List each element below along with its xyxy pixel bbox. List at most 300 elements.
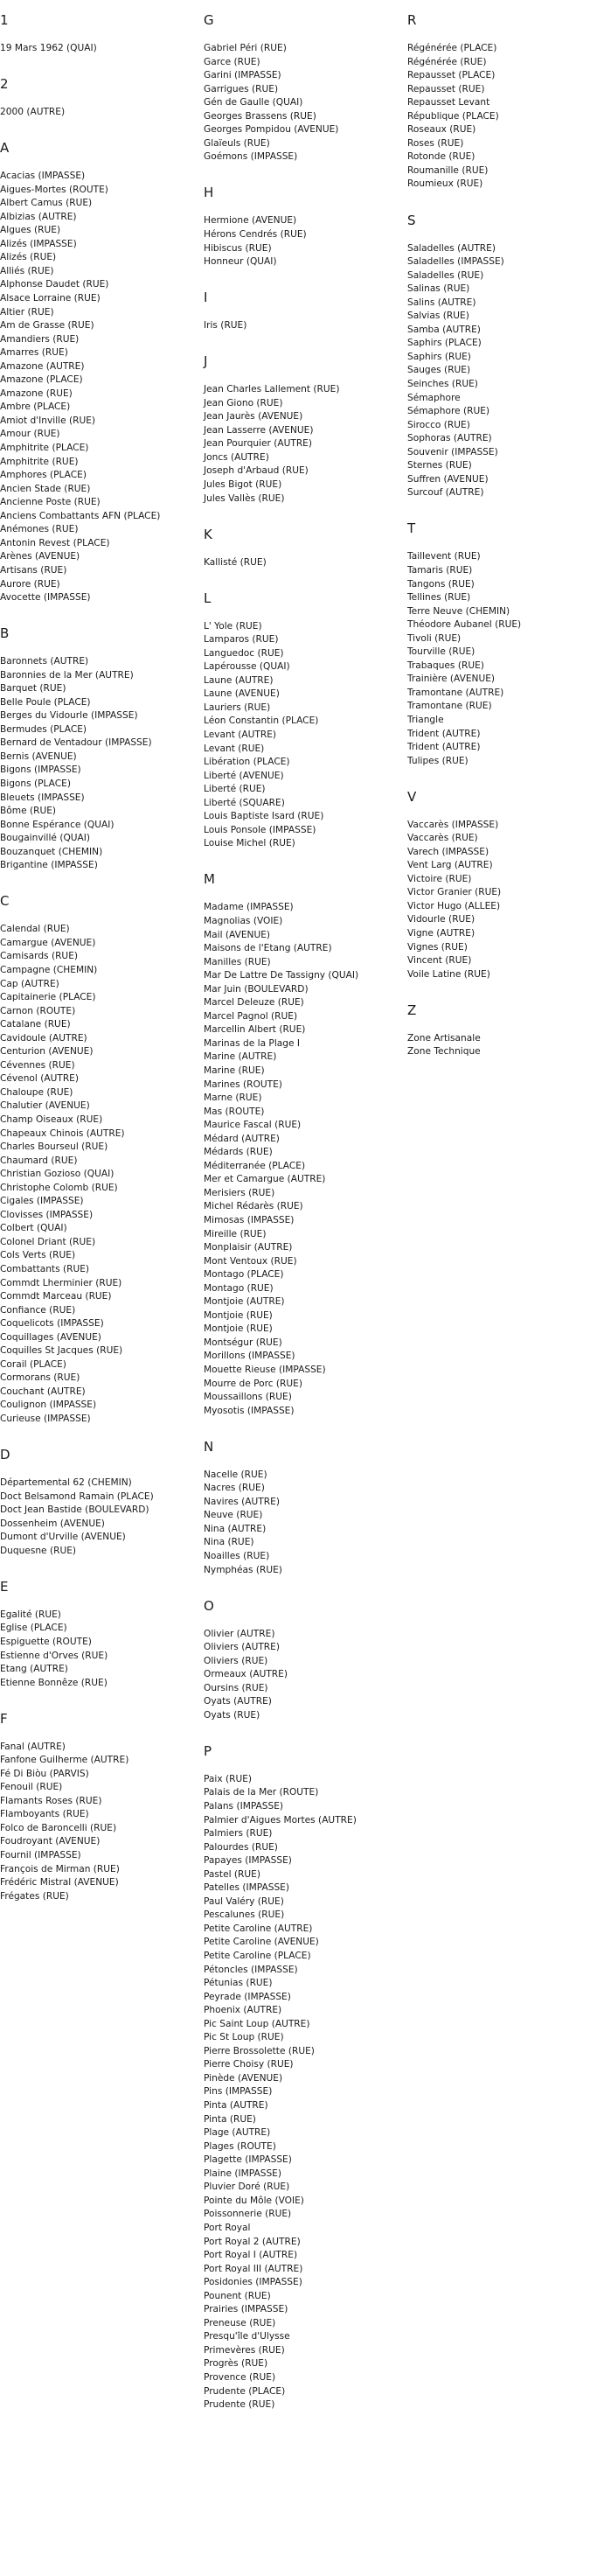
index-section xyxy=(204,1440,400,1577)
street-item: Progrès (RUE) xyxy=(204,2358,268,2370)
street-item: Patelles (IMPASSE) xyxy=(204,1882,289,1894)
street-item: Roumanille (RUE) xyxy=(407,164,489,176)
street-list xyxy=(204,214,400,269)
street-item: Coulignon (IMPASSE) xyxy=(0,1400,97,1411)
index-section xyxy=(407,790,587,982)
street-item: Cormorans (RUE) xyxy=(0,1372,80,1384)
street-item: Plagette (IMPASSE) xyxy=(204,2154,292,2166)
street-item: Léon Constantin (PLACE) xyxy=(204,716,319,727)
street-item: Madame (IMPASSE) xyxy=(204,902,294,913)
street-item: République (PLACE) xyxy=(407,110,499,122)
street-item: Camargue (AVENUE) xyxy=(0,937,96,948)
street-item: Taillevent (RUE) xyxy=(407,551,481,562)
street-item: Paix (RUE) xyxy=(204,1773,253,1784)
index-section xyxy=(204,872,400,1418)
street-item: Charles Bourseul (RUE) xyxy=(0,1141,108,1153)
street-item: Liberté (RUE) xyxy=(204,784,266,795)
street-item: Gabriel Péri (RUE) xyxy=(204,43,287,53)
street-item: Jean Giono (RUE) xyxy=(204,397,283,408)
street-item: Cap (AUTRE) xyxy=(0,978,59,989)
street-item: Amarres (RUE) xyxy=(0,347,68,359)
street-item: Pétunias (RUE) xyxy=(204,1978,273,1989)
street-item: Jean Pourquier (AUTRE) xyxy=(204,438,313,450)
street-item: Pointe du Môle (VOIE) xyxy=(204,2195,304,2206)
street-list xyxy=(407,1032,587,1059)
street-item: Papayes (IMPASSE) xyxy=(204,1855,292,1867)
street-item: Levant (RUE) xyxy=(204,743,265,754)
street-item: Libération (PLACE) xyxy=(204,757,290,768)
street-item: Centurion (AVENUE) xyxy=(0,1046,94,1058)
street-item: Jean Jaurès (AVENUE) xyxy=(204,411,303,422)
street-item: Maisons de l'Etang (AUTRE) xyxy=(204,943,332,954)
street-item: Louise Michel (RUE) xyxy=(204,838,295,849)
street-item: Marine (AUTRE) xyxy=(204,1051,277,1063)
street-item: Gén de Gaulle (QUAI) xyxy=(204,97,303,108)
section-letter-heading: L xyxy=(204,590,212,606)
street-item: Arènes (AVENUE) xyxy=(0,551,80,562)
street-item: Roses (RUE) xyxy=(407,137,464,149)
street-item: Monplaisir (AUTRE) xyxy=(204,1242,293,1253)
street-item: Tramontane (RUE) xyxy=(407,701,492,712)
street-item: Trainière (AVENUE) xyxy=(407,674,496,685)
street-item: Doct Belsamond Ramain (PLACE) xyxy=(0,1490,154,1502)
street-item: Rotonde (RUE) xyxy=(407,151,475,163)
street-item: Dumont d'Urville (AVENUE) xyxy=(0,1532,126,1543)
street-item: Mimosas (IMPASSE) xyxy=(204,1215,295,1225)
street-item: Joseph d'Arbaud (RUE) xyxy=(204,465,309,477)
street-item: Maurice Fascal (RUE) xyxy=(204,1120,302,1131)
street-item: Tramontane (AUTRE) xyxy=(407,687,504,698)
street-item: Goémons (IMPASSE) xyxy=(204,151,298,163)
street-item: Egalité (RUE) xyxy=(0,1609,61,1620)
street-item: Campagne (CHEMIN) xyxy=(0,964,98,975)
street-list xyxy=(407,819,587,982)
index-section xyxy=(0,626,197,873)
street-item: 2000 (AUTRE) xyxy=(0,107,66,118)
street-item: Neuve (RUE) xyxy=(204,1510,263,1521)
street-item: Surcouf (AUTRE) xyxy=(407,487,484,499)
index-section xyxy=(204,354,400,506)
street-item: Joncs (AUTRE) xyxy=(204,451,269,463)
street-item: Port Royal III (AUTRE) xyxy=(204,2263,303,2274)
street-item: Albizias (AUTRE) xyxy=(0,211,77,222)
street-item: Liberté (SQUARE) xyxy=(204,797,285,808)
street-item: Kallisté (RUE) xyxy=(204,556,267,568)
street-item: Tamaris (RUE) xyxy=(407,564,473,576)
street-item: Sirocco (RUE) xyxy=(407,419,470,430)
street-item: Hérons Cendrés (RUE) xyxy=(204,228,307,240)
index-section xyxy=(0,141,197,605)
section-letter-heading: K xyxy=(204,526,212,542)
street-item: Salinas (RUE) xyxy=(407,283,470,295)
section-letter-heading: Z xyxy=(407,1002,417,1018)
street-item: Port Royal 2 (AUTRE) xyxy=(204,2236,301,2247)
street-item: Bernis (AVENUE) xyxy=(0,750,77,762)
street-item: Jean Charles Lallement (RUE) xyxy=(204,384,340,395)
section-letter-heading: G xyxy=(204,12,214,28)
street-item: Nina (RUE) xyxy=(204,1537,254,1548)
street-item: Moussaillons (RUE) xyxy=(204,1392,292,1403)
street-item: Cavidoule (AUTRE) xyxy=(0,1032,87,1044)
street-item: Montjoie (RUE) xyxy=(204,1323,273,1335)
section-letter-heading: O xyxy=(204,1597,214,1614)
street-list xyxy=(204,319,400,333)
street-item: Trident (AUTRE) xyxy=(407,728,481,739)
street-item: Triangle xyxy=(407,714,444,725)
street-item: Vaccarès (IMPASSE) xyxy=(407,819,499,830)
street-item: Amphitrite (PLACE) xyxy=(0,443,89,454)
index-column-1 xyxy=(0,13,197,1925)
street-item: Artisans (RUE) xyxy=(0,564,67,576)
street-item: Pierre Brossolette (RUE) xyxy=(204,2045,315,2056)
street-item: Iris (RUE) xyxy=(204,320,247,332)
street-item: Repausset Levant xyxy=(407,97,490,108)
street-list xyxy=(0,170,197,605)
street-item: Sémaphore xyxy=(407,392,461,403)
street-item: Repausset (PLACE) xyxy=(407,70,496,81)
street-item: Marine (RUE) xyxy=(204,1065,265,1076)
street-item: Eglise (PLACE) xyxy=(0,1623,67,1634)
street-item: Ancienne Poste (RUE) xyxy=(0,497,101,508)
street-item: Oursins (RUE) xyxy=(204,1682,268,1693)
street-item: Petite Caroline (PLACE) xyxy=(204,1951,311,1962)
street-item: Barquet (RUE) xyxy=(0,683,66,695)
street-item: Doct Jean Bastide (BOULEVARD) xyxy=(0,1504,149,1516)
section-letter-heading: I xyxy=(204,290,208,306)
street-item: Oliviers (AUTRE) xyxy=(204,1642,280,1653)
street-item: Amphitrite (RUE) xyxy=(0,456,79,467)
street-item: Paul Valéry (RUE) xyxy=(204,1895,284,1907)
index-section xyxy=(0,13,197,56)
street-item: Montjoie (AUTRE) xyxy=(204,1296,285,1308)
street-item: Palmier d'Aigues Mortes (AUTRE) xyxy=(204,1814,357,1826)
street-item: Palans (IMPASSE) xyxy=(204,1801,284,1812)
street-item: Tangons (RUE) xyxy=(407,578,475,590)
index-section xyxy=(0,77,197,120)
street-item: Cigales (IMPASSE) xyxy=(0,1196,84,1207)
street-item: Salins (AUTRE) xyxy=(407,297,476,308)
street-item: Théodore Aubanel (RUE) xyxy=(407,619,522,631)
street-item: Albert Camus (RUE) xyxy=(0,198,93,209)
street-item: Médards (RUE) xyxy=(204,1147,273,1158)
street-item: Commdt Marceau (RUE) xyxy=(0,1291,112,1302)
street-item: Alizés (RUE) xyxy=(0,252,57,263)
section-letter-heading: J xyxy=(204,353,208,370)
street-item: Coquilles St Jacques (RUE) xyxy=(0,1345,123,1357)
street-item: Garce (RUE) xyxy=(204,56,260,67)
street-item: Couchant (AUTRE) xyxy=(0,1386,86,1397)
street-item: L' Yole (RUE) xyxy=(204,620,262,632)
street-item: Pinta (RUE) xyxy=(204,2113,256,2125)
street-list xyxy=(204,556,400,570)
section-letter-heading: N xyxy=(204,1438,214,1455)
street-item: Roseaux (RUE) xyxy=(407,124,476,136)
section-letter-heading: V xyxy=(407,788,417,805)
street-item: Marcellin Albert (RUE) xyxy=(204,1024,306,1036)
street-item: Am de Grasse (RUE) xyxy=(0,320,94,332)
section-letter-heading: C xyxy=(0,893,10,910)
street-item: Vent Larg (AUTRE) xyxy=(407,860,493,871)
street-item: Saladelles (RUE) xyxy=(407,269,484,281)
street-item: Cols Verts (RUE) xyxy=(0,1250,76,1261)
street-item: Aurore (RUE) xyxy=(0,578,60,590)
street-item: Merisiers (RUE) xyxy=(204,1187,275,1198)
street-item: Saladelles (IMPASSE) xyxy=(407,256,504,268)
index-section xyxy=(204,1599,400,1723)
street-item: Laune (AVENUE) xyxy=(204,688,280,700)
index-section xyxy=(204,290,400,333)
street-item: Manilles (RUE) xyxy=(204,956,271,967)
street-item: Estienne d'Orves (RUE) xyxy=(0,1650,108,1661)
street-item: Trabaques (RUE) xyxy=(407,660,484,671)
street-item: Frégates (RUE) xyxy=(0,1890,69,1902)
street-item: Confiance (RUE) xyxy=(0,1304,76,1316)
street-item: Brigantine (IMPASSE) xyxy=(0,860,98,871)
street-item: Pierre Choisy (RUE) xyxy=(204,2059,294,2070)
section-letter-heading: T xyxy=(407,520,416,537)
section-letter-heading: F xyxy=(0,1710,8,1727)
street-item: Palais de la Mer (ROUTE) xyxy=(204,1787,319,1798)
section-letter-heading: M xyxy=(204,871,215,888)
index-section xyxy=(204,185,400,269)
street-item: Port Royal xyxy=(204,2222,251,2233)
street-item: Christophe Colomb (RUE) xyxy=(0,1182,118,1193)
street-item: Bôme (RUE) xyxy=(0,806,57,817)
street-item: Samba (AUTRE) xyxy=(407,324,481,335)
street-item: Acacias (IMPASSE) xyxy=(0,171,86,182)
street-item: Catalane (RUE) xyxy=(0,1019,71,1030)
street-item: Foudroyant (AVENUE) xyxy=(0,1836,101,1847)
street-item: Corail (PLACE) xyxy=(0,1358,66,1370)
street-item: Liberté (AVENUE) xyxy=(204,770,284,781)
street-item: Antonin Revest (PLACE) xyxy=(0,537,110,548)
street-item: Port Royal I (AUTRE) xyxy=(204,2250,298,2261)
street-item: Amazone (AUTRE) xyxy=(0,360,85,372)
street-item: Terre Neuve (CHEMIN) xyxy=(407,605,510,617)
street-item: Nacelle (RUE) xyxy=(204,1469,267,1480)
section-letter-heading: 2 xyxy=(0,76,9,93)
street-item: Pinède (AVENUE) xyxy=(204,2072,283,2084)
section-letter-heading: D xyxy=(0,1447,10,1463)
street-item: Bermudes (PLACE) xyxy=(0,723,87,735)
street-item: Hibiscus (RUE) xyxy=(204,242,272,254)
street-item: Fanfone Guilherme (AUTRE) xyxy=(0,1755,129,1766)
street-item: Amour (RUE) xyxy=(0,429,60,440)
street-item: Médard (AUTRE) xyxy=(204,1133,280,1144)
street-item: Saphirs (RUE) xyxy=(407,351,471,362)
street-item: Tivoli (RUE) xyxy=(407,632,462,644)
street-list xyxy=(0,106,197,120)
street-item: Vaccarès (RUE) xyxy=(407,833,478,844)
street-list xyxy=(407,242,587,500)
section-letter-heading: 1 xyxy=(0,12,9,28)
street-item: Etienne Bonnêze (RUE) xyxy=(0,1677,108,1688)
street-item: Calendal (RUE) xyxy=(0,924,70,935)
street-item: Mont Ventoux (RUE) xyxy=(204,1255,297,1267)
street-item: Alliés (RUE) xyxy=(0,265,54,276)
street-item: Etang (AUTRE) xyxy=(0,1664,68,1675)
index-section xyxy=(0,1712,197,1904)
street-item: Colbert (QUAI) xyxy=(0,1223,67,1234)
street-item: Chalutier (AVENUE) xyxy=(0,1100,90,1112)
street-list xyxy=(204,42,400,164)
street-item: Garini (IMPASSE) xyxy=(204,70,281,81)
street-item: Alphonse Daudet (RUE) xyxy=(0,279,109,290)
index-section xyxy=(407,1003,587,1059)
street-item: Mar Juin (BOULEVARD) xyxy=(204,983,309,995)
street-list xyxy=(204,1628,400,1723)
street-item: Alsace Lorraine (RUE) xyxy=(0,293,101,304)
street-item: Hermione (AVENUE) xyxy=(204,215,297,227)
street-item: Repausset (RUE) xyxy=(407,83,485,94)
street-list xyxy=(0,42,197,56)
street-item: Salvias (RUE) xyxy=(407,311,469,322)
street-list xyxy=(407,550,587,768)
index-section xyxy=(0,1580,197,1690)
street-item: Bigons (IMPASSE) xyxy=(0,764,81,776)
street-item: Anciens Combattants AFN (PLACE) xyxy=(0,510,161,521)
street-item: Zone Artisanale xyxy=(407,1032,481,1044)
street-item: Pescalunes (RUE) xyxy=(204,1909,285,1921)
street-list xyxy=(407,42,587,192)
street-item: Folco de Baroncelli (RUE) xyxy=(0,1822,117,1833)
index-section xyxy=(0,1448,197,1558)
street-item: Bigons (PLACE) xyxy=(0,778,71,790)
section-letter-heading: E xyxy=(0,1578,9,1595)
street-item: Nymphéas (RUE) xyxy=(204,1564,282,1575)
street-item: Nina (AUTRE) xyxy=(204,1523,267,1534)
street-list xyxy=(204,1773,400,2412)
index-section xyxy=(407,13,587,192)
street-item: Magnolias (VOIE) xyxy=(204,915,283,926)
street-item: Suffren (AVENUE) xyxy=(407,473,489,485)
street-item: Palmiers (RUE) xyxy=(204,1828,273,1840)
street-item: Combattants (RUE) xyxy=(0,1264,90,1275)
street-item: Régénérée (PLACE) xyxy=(407,43,497,53)
street-item: Languedoc (RUE) xyxy=(204,647,284,659)
street-item: Amphores (PLACE) xyxy=(0,470,87,481)
street-item: Berges du Vidourle (IMPASSE) xyxy=(0,710,138,722)
street-item: Marines (ROUTE) xyxy=(204,1079,282,1090)
street-item: Petite Caroline (AVENUE) xyxy=(204,1937,319,1948)
index-section xyxy=(407,213,587,500)
index-section xyxy=(204,591,400,851)
street-item: Michel Rédarès (RUE) xyxy=(204,1201,303,1212)
street-item: Tulipes (RUE) xyxy=(407,755,469,766)
index-section xyxy=(204,1744,400,2412)
street-item: Alizés (IMPASSE) xyxy=(0,238,77,249)
street-item: Provence (RUE) xyxy=(204,2371,276,2383)
street-item: Altier (RUE) xyxy=(0,306,54,318)
street-item: Bleuets (IMPASSE) xyxy=(0,792,85,803)
street-item: Bouzanquet (CHEMIN) xyxy=(0,846,103,857)
street-item: Levant (AUTRE) xyxy=(204,730,277,740)
street-item: Flamants Roses (RUE) xyxy=(0,1795,102,1806)
street-item: Vignes (RUE) xyxy=(407,941,468,953)
street-item: Bougainvillé (QUAI) xyxy=(0,833,91,844)
street-item: Fenouil (RUE) xyxy=(0,1782,63,1793)
street-item: Morillons (IMPASSE) xyxy=(204,1351,295,1362)
street-item: Noailles (RUE) xyxy=(204,1550,270,1561)
street-item: Aigues-Mortes (ROUTE) xyxy=(0,184,108,195)
street-item: Camisards (RUE) xyxy=(0,951,79,962)
street-item: Pins (IMPASSE) xyxy=(204,2086,273,2098)
street-item: Palourdes (RUE) xyxy=(204,1841,278,1853)
index-section xyxy=(0,894,197,1426)
street-list xyxy=(0,923,197,1426)
street-item: Ormeaux (AUTRE) xyxy=(204,1669,288,1680)
street-item: Saladelles (AUTRE) xyxy=(407,242,496,254)
street-item: Cévenol (AUTRE) xyxy=(0,1073,80,1085)
street-item: Poissonnerie (RUE) xyxy=(204,2209,292,2220)
section-letter-heading: P xyxy=(204,1742,212,1759)
street-item: Oyats (AUTRE) xyxy=(204,1696,272,1707)
street-item: Prairies (IMPASSE) xyxy=(204,2304,288,2315)
index-section xyxy=(204,527,400,570)
street-item: Pounent (RUE) xyxy=(204,2290,271,2301)
street-item: Mer et Camargue (AUTRE) xyxy=(204,1174,326,1185)
street-item: Montago (RUE) xyxy=(204,1282,274,1294)
section-letter-heading: R xyxy=(407,12,417,28)
street-item: Mas (ROUTE) xyxy=(204,1106,265,1117)
street-item: Marcel Pagnol (RUE) xyxy=(204,1010,298,1022)
street-item: Navires (AUTRE) xyxy=(204,1496,280,1507)
index-section xyxy=(204,13,400,164)
street-item: Commdt Lherminier (RUE) xyxy=(0,1277,122,1288)
street-item: Clovisses (IMPASSE) xyxy=(0,1209,94,1220)
index-column-2 xyxy=(204,13,400,2433)
street-item: Jean Lasserre (AVENUE) xyxy=(204,424,314,436)
street-item: Montségur (RUE) xyxy=(204,1337,282,1348)
street-item: Méditerranée (PLACE) xyxy=(204,1160,306,1171)
street-item: Bonne Espérance (QUAI) xyxy=(0,819,115,830)
street-item: Roumieux (RUE) xyxy=(407,178,483,190)
street-item: Vincent (RUE) xyxy=(407,955,472,967)
street-item: Amazone (PLACE) xyxy=(0,374,83,386)
street-item: Mar De Lattre De Tassigny (QUAI) xyxy=(204,970,359,981)
street-item: Espiguette (ROUTE) xyxy=(0,1636,92,1647)
street-item: Seinches (RUE) xyxy=(407,378,478,389)
street-item: Vigne (AUTRE) xyxy=(407,928,475,939)
street-item: Prudente (PLACE) xyxy=(204,2385,286,2397)
street-item: Avocette (IMPASSE) xyxy=(0,592,91,604)
street-item: Victoire (RUE) xyxy=(407,873,472,884)
street-list xyxy=(204,1469,400,1577)
street-item: 19 Mars 1962 (QUAI) xyxy=(0,43,97,53)
street-item: Myosotis (IMPASSE) xyxy=(204,1405,295,1416)
street-item: Algues (RUE) xyxy=(0,225,61,236)
street-item: Lapérousse (QUAI) xyxy=(204,661,290,673)
street-item: Tellines (RUE) xyxy=(407,592,471,604)
street-item: Frédéric Mistral (AVENUE) xyxy=(0,1877,119,1888)
street-item: Georges Brassens (RUE) xyxy=(204,110,316,122)
street-item: Pluvier Doré (RUE) xyxy=(204,2182,290,2193)
street-list xyxy=(0,1609,197,1690)
street-item: Primevères (RUE) xyxy=(204,2344,285,2356)
street-item: Mireille (RUE) xyxy=(204,1228,267,1239)
street-item: Amandiers (RUE) xyxy=(0,333,80,345)
street-item: Honneur (QUAI) xyxy=(204,256,277,268)
street-item: Duquesne (RUE) xyxy=(0,1545,77,1556)
street-item: Plages (ROUTE) xyxy=(204,2140,276,2152)
street-list xyxy=(0,1741,197,1904)
street-item: Pic St Loup (RUE) xyxy=(204,2032,284,2043)
street-item: Sophoras (AUTRE) xyxy=(407,433,492,444)
street-list xyxy=(0,655,197,873)
street-item: Preneuse (RUE) xyxy=(204,2317,276,2328)
street-item: Oliviers (RUE) xyxy=(204,1655,268,1666)
street-item: Mail (AVENUE) xyxy=(204,929,271,940)
